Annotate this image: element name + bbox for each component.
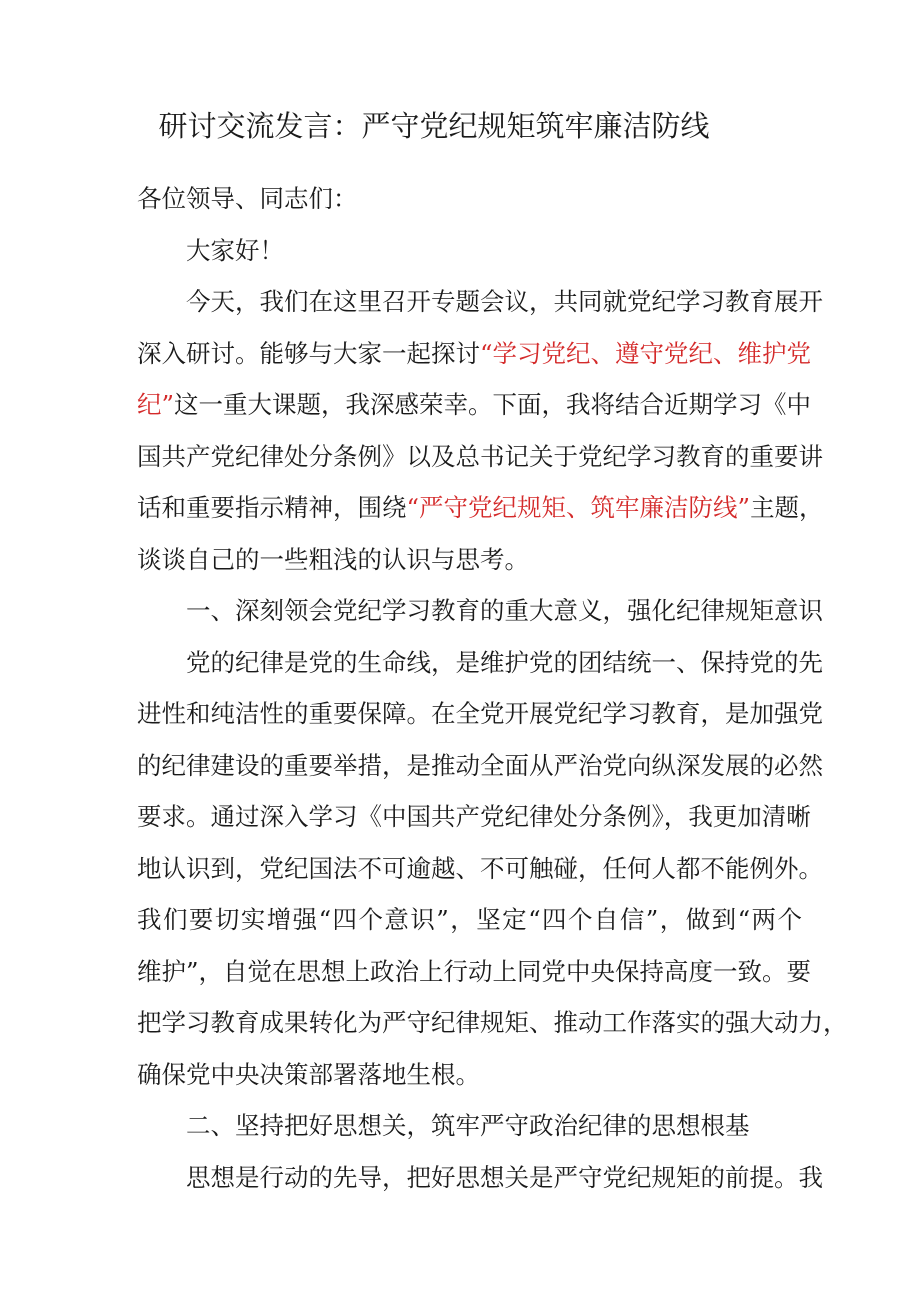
intro-line-4: 国共产党纪律处分条例》以及总书记关于党纪学习教育的重要讲 xyxy=(137,441,823,471)
section-1-line: 地认识到，党纪国法不可逾越、不可触碰，任何人都不能例外。 xyxy=(137,853,823,883)
intro-line-5-end: 主题， xyxy=(750,493,824,522)
highlight-topic-1-end: 纪” xyxy=(137,390,175,419)
section-1-line: 党的纪律是党的生命线，是维护党的团结统一、保持党的先 xyxy=(186,647,823,677)
intro-line-6: 谈谈自己的一些粗浅的认识与思考。 xyxy=(137,544,529,574)
document-title: 研讨交流发言：严守党纪规矩筑牢廉洁防线 xyxy=(158,109,710,143)
document-body xyxy=(137,173,848,1203)
section-1-line: 维护”，自觉在思想上政治上行动上同党中央保持高度一致。要 xyxy=(137,956,812,986)
intro-line-3 xyxy=(137,379,812,431)
intro-line-5-text: 话和重要指示精神，围绕 xyxy=(137,493,407,522)
intro-line-1: 今天，我们在这里召开专题会议，共同就党纪学习教育展开 xyxy=(186,287,823,316)
section-1-line: 把学习教育成果转化为严守纪律规矩、推动工作落实的强大动力， xyxy=(137,1008,848,1037)
section-1-line: 我们要切实增强“四个意识”，坚定“四个自信”，做到“两个 xyxy=(137,905,802,934)
section-1-line: 的纪律建设的重要举措，是推动全面从严治党向纵深发展的必然 xyxy=(137,750,823,780)
highlight-topic-2: “严守党纪规矩、筑牢廉洁防线” xyxy=(406,493,751,522)
section-1-line: 要求。通过深入学习《中国共产党纪律处分条例》，我更加清晰 xyxy=(137,802,811,831)
section-1-line: 进性和纯洁性的重要保障。在全党开展党纪学习教育，是加强党 xyxy=(137,699,823,728)
intro-line-5 xyxy=(137,482,824,534)
intro-line-3-text: 这一重大课题，我深感荣幸。下面，我将结合近期学习《中 xyxy=(174,390,812,419)
section-2-heading: 二、坚持把好思想关，筑牢严守政治纪律的思想根基 xyxy=(186,1111,750,1140)
highlight-topic-1: “学习党纪、遵守党纪、维护党 xyxy=(480,338,812,368)
section-2-line: 思想是行动的先导，把好思想关是严守党纪规矩的前提。我 xyxy=(186,1162,823,1192)
intro-line-2-text: 深入研讨。能够与大家一起探讨 xyxy=(137,338,480,368)
section-1-heading: 一、深刻领会党纪学习教育的重大意义，强化纪律规矩意识 xyxy=(186,596,823,625)
section-1-line: 确保党中央决策部署落地生根。 xyxy=(137,1059,480,1089)
greeting: 大家好！ xyxy=(186,235,284,265)
intro-line-2 xyxy=(137,328,812,380)
salutation: 各位领导、同志们： xyxy=(137,184,358,213)
